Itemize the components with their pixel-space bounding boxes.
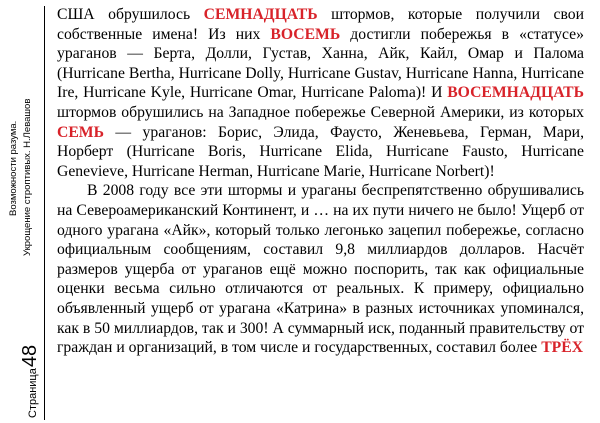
paragraph-1-text-5: — ураганов: Борис, Элида, Фаусто, Женевьева, Герман, Мари, Норберт (Hurricane Boris, Hurricane Elida, Hurricane Fausto, Hurricane Genevieve, Hurricane Herman, Hurricane Marie, Hurricane Norbert)! (57, 123, 584, 180)
highlight-eight: ВОСЕМЬ (270, 25, 341, 43)
page-label: Страница (27, 368, 39, 418)
paragraph-2 (57, 181, 584, 357)
highlight-eighteen: ВОСЕМНАДЦАТЬ (447, 84, 584, 102)
page-number: 48 (19, 344, 41, 368)
paragraph-1 (57, 5, 584, 181)
sidebar-divider (44, 6, 45, 420)
paragraph-1-text-2: штормов, которые получили свои собственные имена! Из них (57, 6, 584, 43)
paragraph-1-text-4: штормов обрушились на Западное побережье Северной Америки, из которых (57, 103, 584, 121)
paragraph-1-text-1: США обрушилось (57, 6, 204, 23)
book-title: Возможности разума. (8, 120, 19, 216)
body-text (57, 5, 584, 358)
book-subtitle-author: Укрощение строптивых. Н.Левашов (22, 98, 33, 256)
page-indicator (20, 345, 43, 418)
highlight-seventeen: СЕМНАДЦАТЬ (203, 6, 318, 23)
running-header-sidebar (0, 0, 47, 423)
paragraph-1-text-3: достигли побережья в «статусе» ураганов — Берта, Долли, Густав, Ханна, Айк, Кайл, Омар и Палома (Hurricane Bertha, Hurricane Dolly, Hurricane Gustav, Hurricane Hanna, Hurricane Ire, Hurricane Kyle, Hurricane Omar, Hurricane Paloma)! И (57, 25, 584, 102)
highlight-seven: СЕМЬ (57, 123, 104, 141)
highlight-three: ТРЁХ (541, 339, 584, 357)
paragraph-2-text-1: В 2008 году все эти штормы и ураганы беспрепятственно обрушивались на Североамериканский Континент, и … на их пути ничего не было! Ущерб от одного урагана «Айк», который только легонько зацепил побережье, согласно официальным сообщениям, составил 9,8 миллиардов долларов. Насчёт размеров ущерба от ураганов ещё можно поспорить, так как официальные оценки весьма сильно отличаются от реальных. К примеру, официально объявленный ущерб от урагана «Катрина» в разных источниках упоминался, как в 50 миллиардов, так и 300! А суммарный иск, поданный правительству от граждан и организаций, в том числе и государственных, составил более (57, 182, 584, 357)
